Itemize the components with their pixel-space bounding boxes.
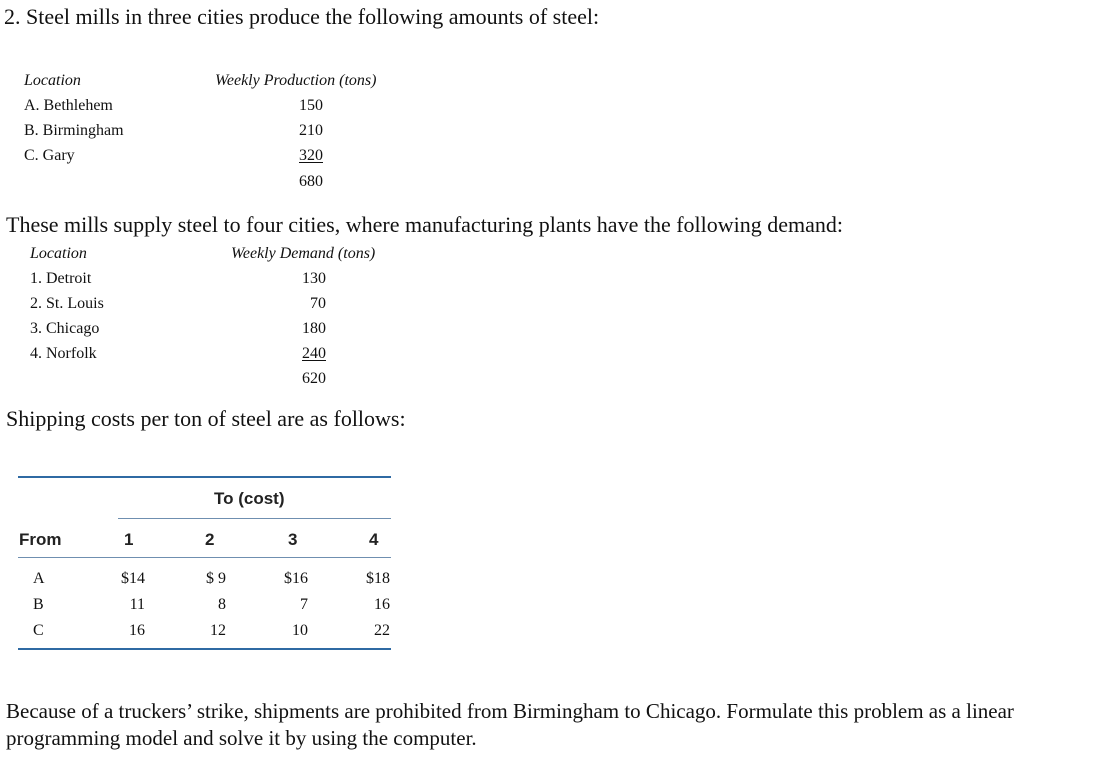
cost-cell: 22	[374, 622, 390, 639]
cost-from-header: From	[19, 530, 62, 549]
cost-cell: $18	[366, 570, 390, 587]
demand-value: 130	[302, 270, 326, 287]
demand-value: 240	[302, 345, 326, 362]
demand-location: 1. Detroit	[30, 270, 92, 287]
demand-header-location: Location	[30, 245, 87, 262]
cost-cell: 12	[210, 622, 226, 639]
to-header-rule	[118, 518, 391, 519]
cost-to-header: To (cost)	[214, 489, 285, 508]
production-value: 150	[299, 97, 323, 114]
table-bottom-rule	[18, 648, 391, 650]
production-header-location: Location	[24, 72, 81, 89]
question-intro: 2. Steel mills in three cities produce the following amounts of steel:	[4, 4, 600, 29]
demand-total: 620	[302, 370, 326, 387]
cost-cell: 7	[300, 596, 308, 613]
cost-column-header: 1	[124, 530, 134, 549]
cost-column-header: 3	[288, 530, 298, 549]
demand-location: 2. St. Louis	[30, 295, 104, 312]
production-location: B. Birmingham	[24, 122, 124, 139]
cost-column-header: 2	[205, 530, 215, 549]
production-value: 320	[299, 147, 323, 164]
production-header-value: Weekly Production (tons)	[215, 72, 377, 89]
cost-cell: 11	[129, 596, 145, 613]
cost-cell: 16	[129, 622, 145, 639]
cost-cell: 10	[292, 622, 308, 639]
demand-location: 4. Norfolk	[30, 345, 97, 362]
header-bottom-rule	[18, 557, 391, 558]
demand-value: 70	[310, 295, 326, 312]
production-value: 210	[299, 122, 323, 139]
shipping-intro: Shipping costs per ton of steel are as follows:	[6, 406, 406, 431]
closing-paragraph: Because of a truckers’ strike, shipments are prohibited from Birmingham to Chicago. Formulate this problem as a linear programming model and solve it by using the computer.	[6, 699, 1014, 750]
cost-row-from: B	[33, 596, 44, 613]
cost-column-header: 4	[369, 530, 379, 549]
production-location: C. Gary	[24, 147, 75, 164]
cost-row-from: C	[33, 622, 44, 639]
cost-cell: 8	[218, 596, 226, 613]
cost-cell: $16	[284, 570, 308, 587]
cost-cell: $ 9	[206, 570, 226, 587]
cost-cell: 16	[374, 596, 390, 613]
demand-intro: These mills supply steel to four cities, where manufacturing plants have the following demand:	[6, 212, 844, 237]
production-location: A. Bethlehem	[24, 97, 113, 114]
demand-location: 3. Chicago	[30, 320, 100, 337]
table-top-rule	[18, 476, 391, 478]
production-total: 680	[299, 173, 323, 190]
demand-header-value: Weekly Demand (tons)	[231, 245, 376, 262]
cost-cell: $14	[121, 570, 145, 587]
cost-row-from: A	[33, 570, 45, 587]
demand-value: 180	[302, 320, 326, 337]
